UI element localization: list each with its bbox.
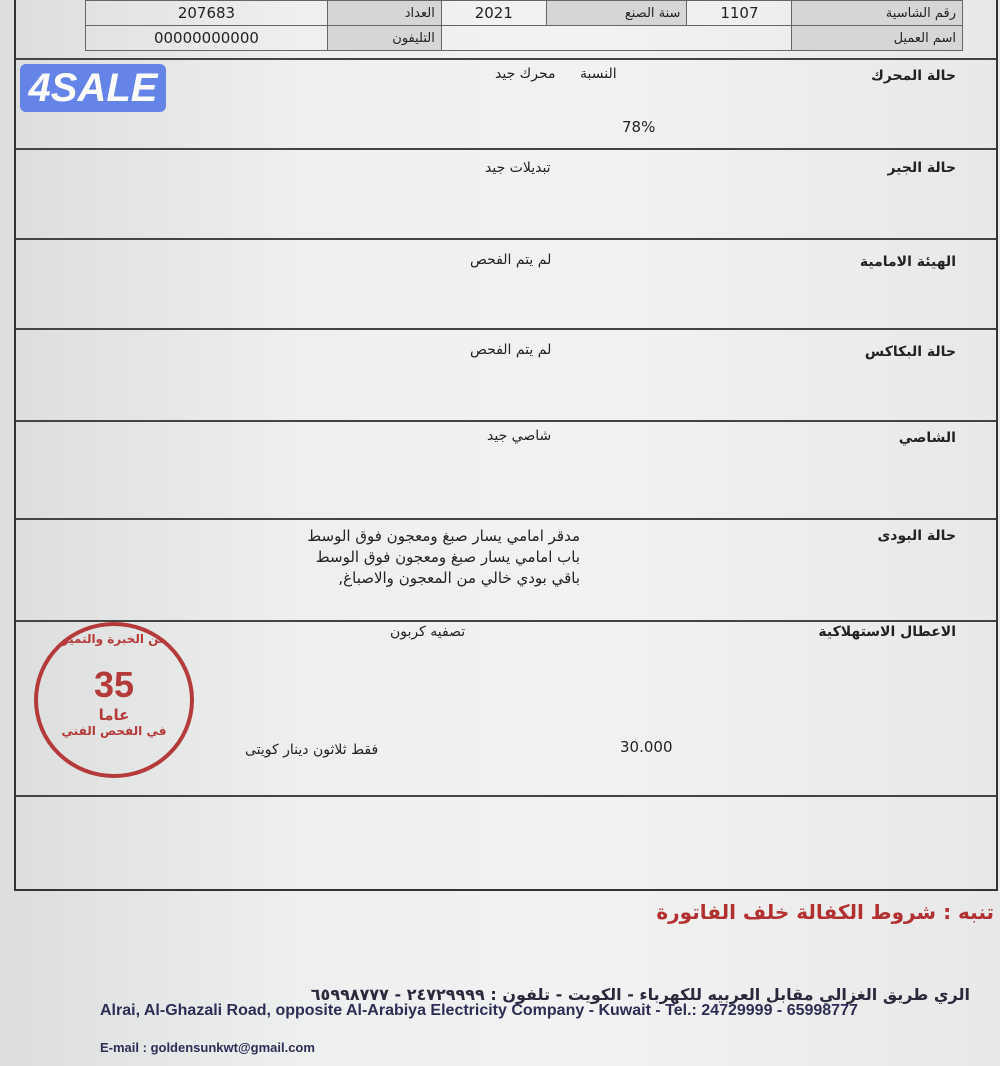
address-arabic: الري طريق الغزالي مقابل العربيه للكهرباء - الكويت - تلفون : ٢٤٧٢٩٩٩٩ - ٦٥٩٩٨٧٧٧ [310,985,970,1004]
vehicle-info-table [85,0,963,51]
stamp-number: 35 [93,664,135,705]
email: E-mail : goldensunkwt@gmail.com [100,1040,315,1055]
divider [16,620,996,622]
engine-ratio-value: 78% [622,118,656,136]
divider [16,328,996,330]
phone-label: التليفون [327,26,441,51]
odometer-value: 207683 [86,1,328,26]
divider [16,148,996,150]
stamp-years: عاما [98,706,130,724]
gear-value: تبديلات جيد [485,160,551,176]
engine-label: حالة المحرك [870,68,956,84]
chassis-condition-value: شاصي جيد [487,428,552,444]
chassis-condition-label: الشاصي [898,430,956,446]
price-words: فقط ثلاثون دينار كويتى [245,742,379,758]
consumables-label: الاعطال الاستهلاكية [818,624,956,640]
phone-value: 00000000000 [86,26,328,51]
consumables-value: تصفيه كربون [390,624,466,640]
ratio-label: النسبة [580,66,617,82]
address-english: Alrai, Al-Ghazali Road, opposite Al-Arabiya Electricity Company - Kuwait - Tel.: 24729999 - 65998777 [100,1002,858,1019]
divider [16,58,996,60]
front-body-value: لم يتم الفحص [470,252,552,268]
bumpers-label: حالة البكاكس [864,344,956,360]
gear-label: حالة الجير [887,160,956,176]
chassis-label: رقم الشاسية [792,1,963,26]
bumpers-value: لم يتم الفحص [470,342,552,358]
divider [16,420,996,422]
divider [16,795,996,797]
divider [16,238,996,240]
stamp-top-text: من الخبرة والتميز [61,632,167,646]
body-label: حالة البودى [877,528,956,544]
year-label: سنة الصنع [546,1,687,26]
divider [16,518,996,520]
4sale-watermark-logo: 4SALE [20,64,166,112]
customer-label: اسم العميل [792,26,963,51]
engine-value: محرك جيد [495,66,556,82]
warranty-note: تنبه : شروط الكفالة خلف الفاتورة [656,900,994,924]
odometer-label: العداد [327,1,441,26]
body-notes [250,526,580,589]
stamp-bottom-text: في الفحص الفني [61,724,167,738]
body-note-line: باب امامي يسار صبغ ومعجون فوق الوسط [315,548,580,566]
company-stamp [34,622,194,778]
customer-value [441,26,792,51]
price-amount: 30.000 [620,738,673,756]
body-note-line: باقي بودي خالي من المعجون والاصباغ, [338,569,580,587]
year-value: 2021 [441,1,546,26]
front-body-label: الهيئة الامامية [859,254,956,270]
body-note-line: مدقر امامي يسار صبغ ومعجون فوق الوسط [307,527,580,545]
chassis-value: 1107 [687,1,792,26]
